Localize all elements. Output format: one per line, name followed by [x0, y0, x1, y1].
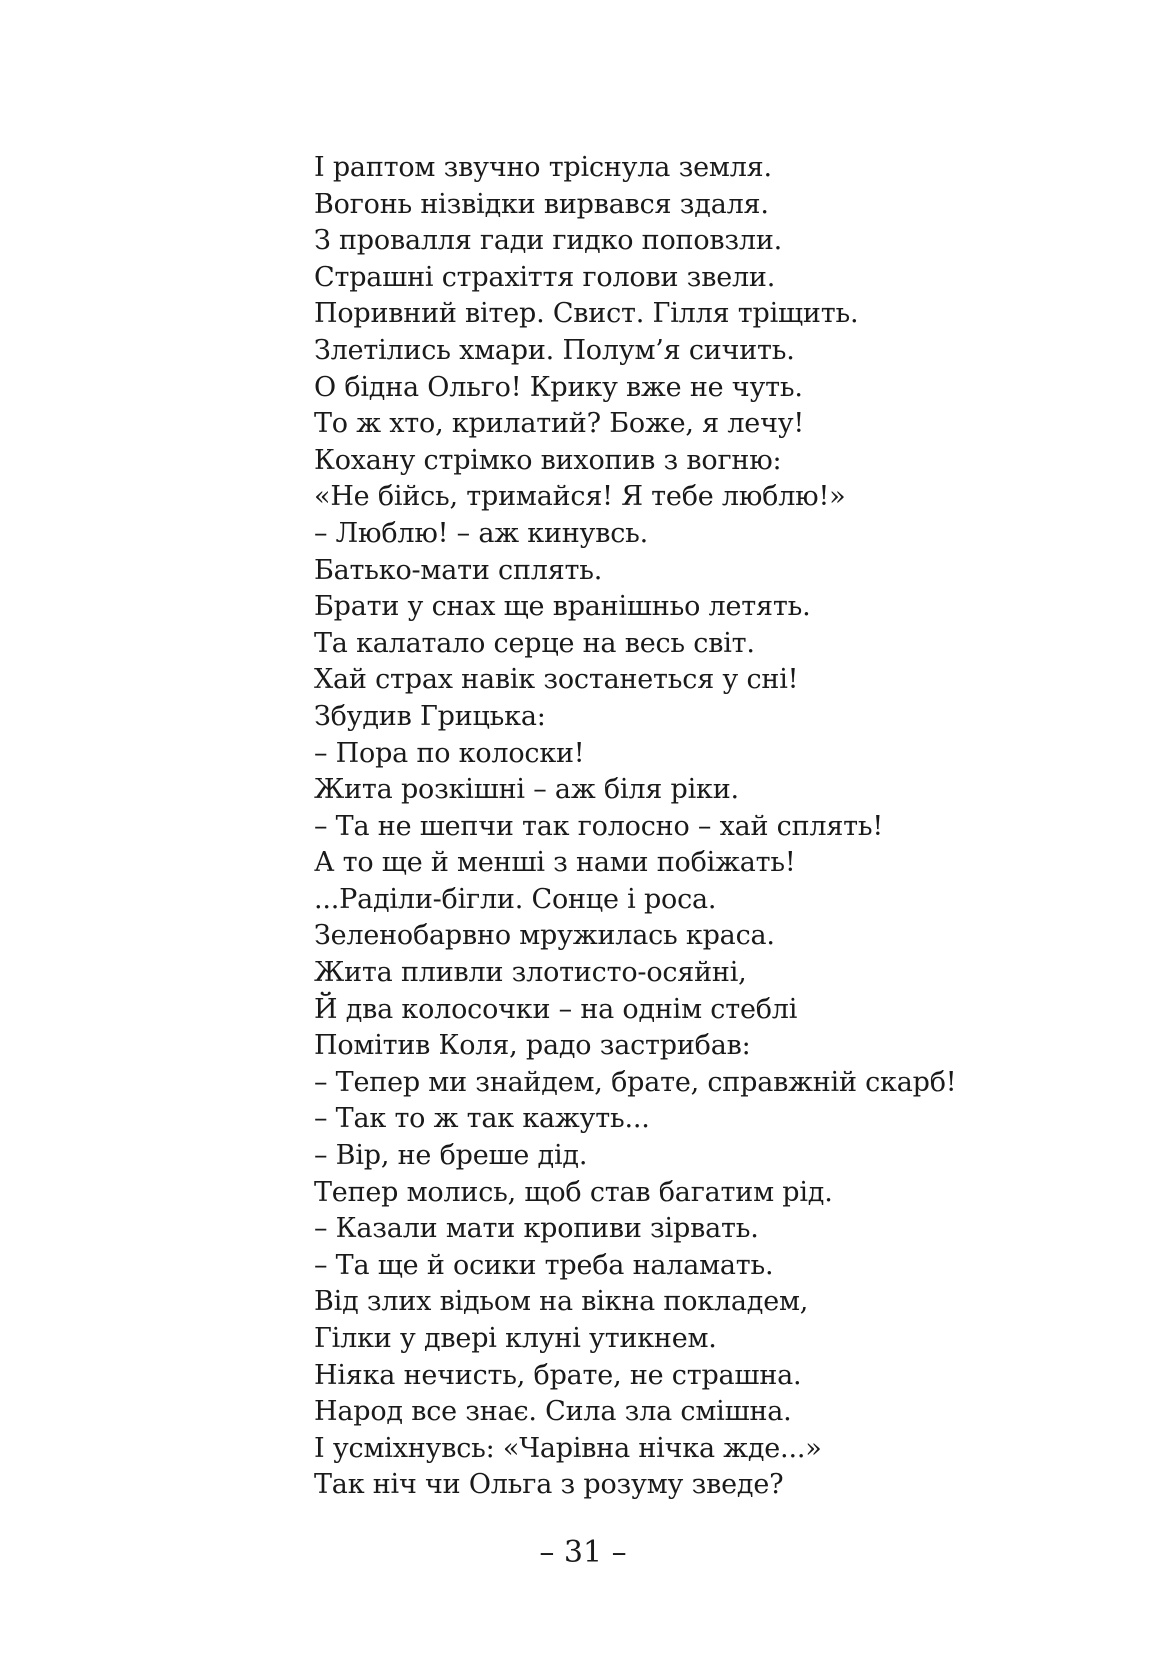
- poem-line: Поривний вітер. Свист. Гілля тріщить.: [314, 298, 859, 330]
- poem-text: [314, 150, 956, 1504]
- poem-line: Збудив Грицька:: [314, 700, 546, 732]
- poem-line: Злетілись хмари. Полум’я сичить.: [314, 334, 795, 366]
- poem-line: ...Раділи-бігли. Сонце і роса.: [314, 883, 717, 915]
- poem-line: Брати у снах ще вранішньо летять.: [314, 591, 811, 623]
- poem-line: Так ніч чи Ольга з розуму зведе?: [314, 1469, 784, 1501]
- poem-line: Народ все знає. Сила зла смішна.: [314, 1396, 792, 1428]
- poem-line: – Та не шепчи так голосно – хай сплять!: [314, 810, 884, 842]
- poem-line: А то ще й менші з нами побіжать!: [314, 847, 796, 879]
- poem-line: – Люблю! – аж кинувсь.: [314, 517, 649, 549]
- poem-line: І усміхнувсь: «Чарівна нічка жде...»: [314, 1432, 822, 1464]
- poem-line: То ж хто, крилатий? Боже, я лечу!: [314, 408, 805, 440]
- page-number: – 31 –: [539, 1535, 627, 1570]
- poem-line: З провалля гади гидко поповзли.: [314, 225, 783, 257]
- poem-line: Ніяка нечисть, брате, не страшна.: [314, 1359, 802, 1391]
- poem-line: Кохану стрімко вихопив з вогню:: [314, 444, 782, 476]
- poem-line: Вогонь нізвідки вирвався здаля.: [314, 188, 769, 220]
- poem-line: – Тепер ми знайдем, брате, справжній скарб!: [314, 1066, 957, 1098]
- poem-line: Страшні страхіття голови звели.: [314, 261, 776, 293]
- poem-line: «Не бійсь, тримайся! Я тебе люблю!»: [314, 481, 846, 513]
- poem-line: – Так то ж так кажуть...: [314, 1103, 650, 1135]
- poem-line: – Пора по колоски!: [314, 737, 585, 769]
- poem-line: Помітив Коля, радо застрибав:: [314, 1030, 751, 1062]
- poem-line: – Та ще й осики треба наламать.: [314, 1249, 774, 1281]
- poem-line: І раптом звучно тріснула земля.: [314, 152, 772, 183]
- poem-line: Хай страх навік зостанеться у сні!: [314, 664, 799, 696]
- poem-line: – Вір, не бреше дід.: [314, 1140, 588, 1172]
- poem-line: О бідна Ольго! Крику вже не чуть.: [314, 371, 803, 403]
- poem-line: – Казали мати кропиви зірвать.: [314, 1213, 759, 1245]
- poem-line: Й два колосочки – на однім стеблі: [314, 993, 798, 1025]
- poem-line: Жита пливли злотисто-осяйні,: [314, 957, 747, 989]
- poem-line: Зеленобарвно мружилась краса.: [314, 920, 775, 952]
- poem-line: Батько-мати сплять.: [314, 554, 603, 586]
- poem-line: Жита розкішні – аж біля ріки.: [314, 774, 739, 806]
- poem-line: Та калатало серце на весь світ.: [314, 627, 755, 659]
- poem-line: Тепер молись, щоб став багатим рід.: [314, 1176, 833, 1208]
- poem-line: Від злих відьом на вікна покладем,: [314, 1286, 809, 1318]
- poem-line: Гілки у двері клуні утикнем.: [314, 1323, 717, 1354]
